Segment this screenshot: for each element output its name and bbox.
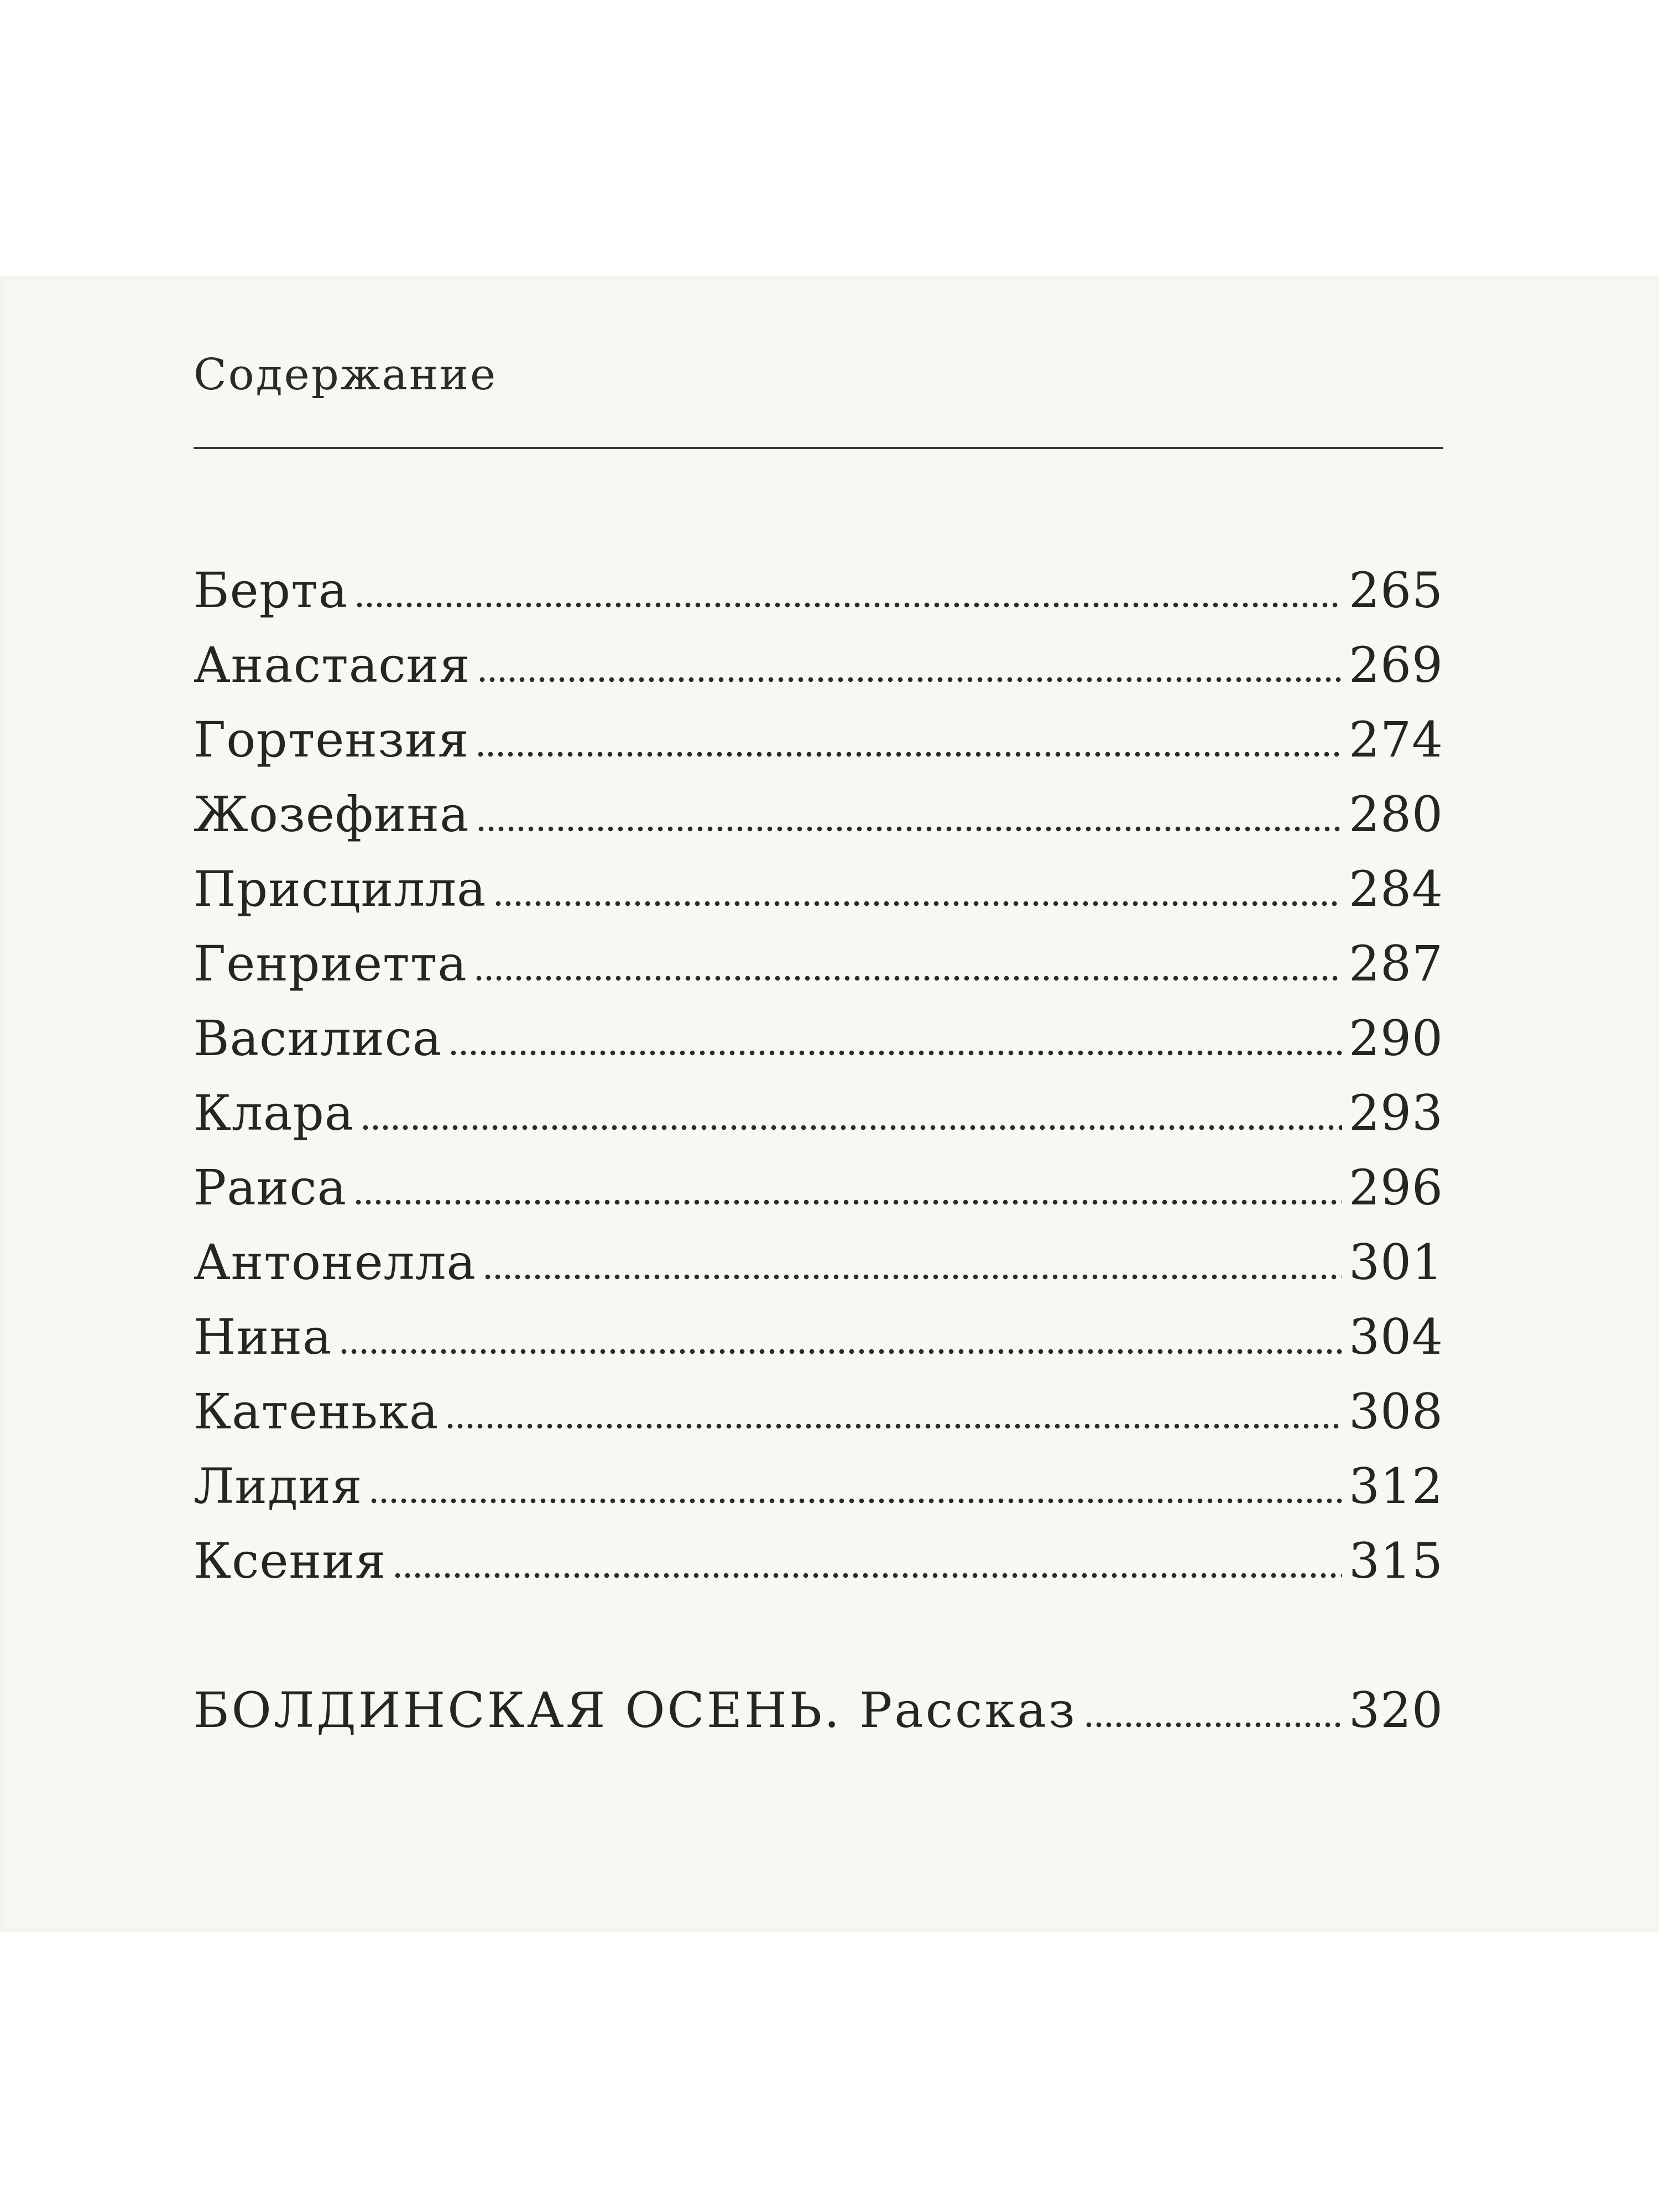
toc-entry-page: 308 [1349,1383,1443,1440]
toc-entry-title: Василиса [194,1010,442,1067]
toc-entry [194,777,1443,852]
toc-entry [194,1300,1443,1374]
dot-leader [476,825,1342,833]
toc-entry-page: 320 [1349,1682,1443,1739]
toc-entry [194,628,1443,702]
toc-entry [194,852,1443,926]
toc-entry-title: Нина [194,1308,332,1365]
toc-entry-title: Берта [194,562,348,619]
toc-entry-title: Ксения [194,1532,387,1589]
toc-entry-page: 304 [1349,1308,1443,1365]
toc-entry-title: Раиса [194,1159,347,1216]
heading-divider [194,447,1443,449]
toc-entry [194,1150,1443,1225]
dot-leader [448,1049,1342,1057]
dot-leader [493,900,1343,907]
toc-entry-page: 290 [1349,1010,1443,1067]
dot-leader [369,1497,1342,1505]
dot-leader [483,1273,1342,1281]
toc-entry-page: 301 [1349,1234,1443,1291]
toc-entry-page: 274 [1349,711,1443,768]
toc-entry-title: Лидия [194,1458,363,1515]
dot-leader [353,1198,1342,1206]
toc-entry [194,1076,1443,1150]
table-of-contents [194,553,1443,1598]
toc-entry-page: 284 [1349,860,1443,917]
dot-leader [1084,1721,1342,1729]
toc-entry-title: Катенька [194,1383,439,1440]
dot-leader [393,1572,1342,1579]
toc-entry [194,1524,1443,1598]
toc-final-section [194,1673,1443,1747]
toc-entry [194,1001,1443,1076]
toc-entry-title: Антонелла [194,1234,476,1291]
toc-entry [194,702,1443,777]
toc-entry-page: 265 [1349,562,1443,619]
toc-entry-page: 287 [1349,935,1443,992]
toc-entry-story [194,1673,1443,1747]
toc-entry [194,1225,1443,1300]
dot-leader [477,676,1342,684]
toc-entry-page: 315 [1349,1532,1443,1589]
dot-leader [361,1124,1342,1131]
toc-entry-page: 280 [1349,786,1443,843]
page-title: Содержание [194,350,498,400]
toc-entry-title: БОЛДИНСКАЯ ОСЕНЬ. Рассказ [194,1682,1077,1739]
dot-leader [354,601,1342,609]
toc-entry [194,926,1443,1001]
toc-entry-title: Клара [194,1084,354,1141]
toc-entry-page: 296 [1349,1159,1443,1216]
dot-leader [445,1422,1342,1430]
dot-leader [474,974,1342,982]
toc-entry-page: 312 [1349,1458,1443,1515]
toc-entry-title: Генриетта [194,935,467,992]
toc-entry-title: Присцилла [194,860,487,917]
toc-entry [194,1449,1443,1524]
dot-leader [476,750,1342,758]
dot-leader [339,1348,1343,1355]
toc-entry-page: 293 [1349,1084,1443,1141]
toc-entry [194,553,1443,628]
toc-entry-title: Жозефина [194,786,469,843]
toc-entry-title: Анастасия [194,637,471,693]
toc-entry-title: Гортензия [194,711,469,768]
toc-entry-page: 269 [1349,637,1443,693]
toc-entry [194,1374,1443,1449]
book-page [0,276,1659,1932]
